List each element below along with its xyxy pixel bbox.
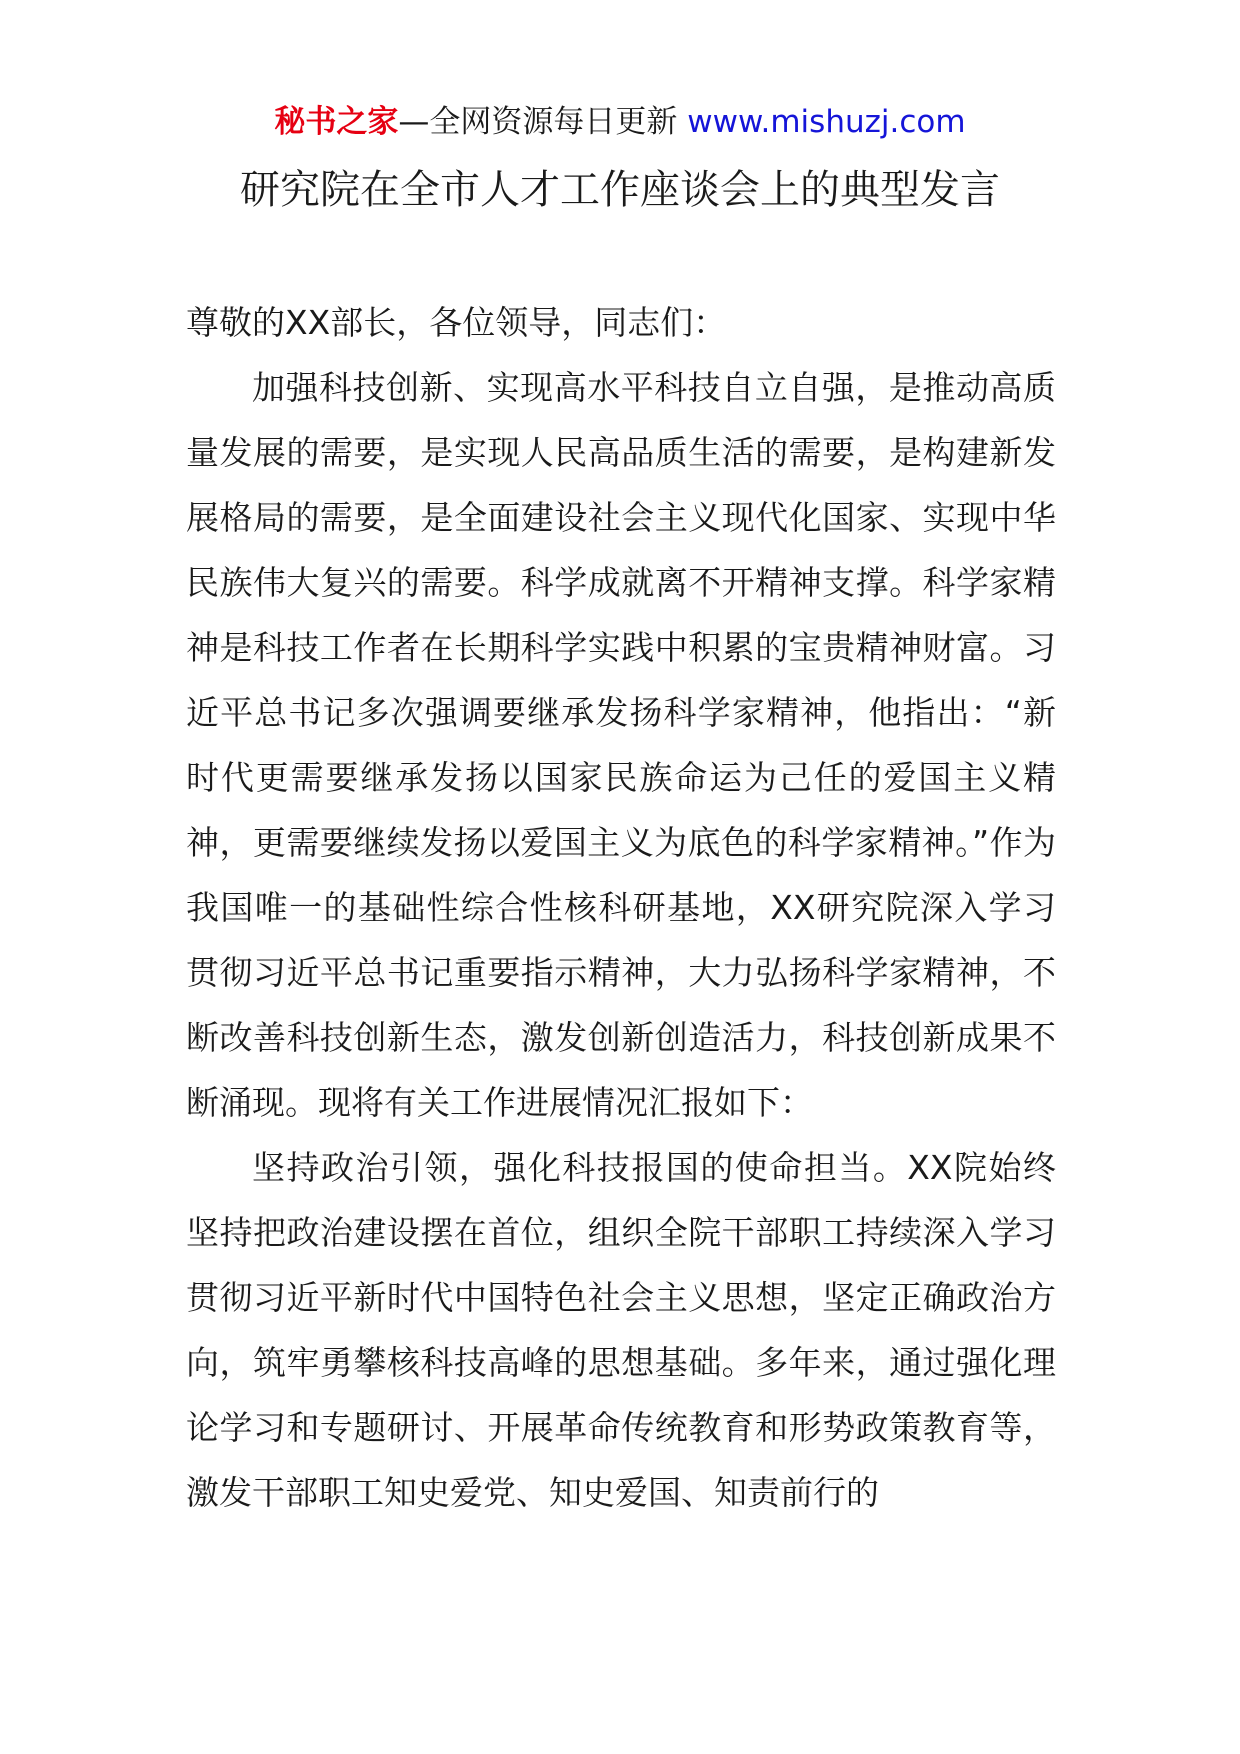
site-url-link[interactable]: www.mishuzj.com	[687, 104, 966, 140]
paragraph-intro: 加强科技创新、实现高水平科技自立自强，是推动高质量发展的需要，是实现人民高品质生活的需要，是构建新发展格局的需要，是全面建设社会主义现代化国家、实现中华民族伟大复兴的需要。科学成就离不开精神支撑。科学家精神是科技工作者在长期科学实践中积累的宝贵精神财富。习近平总书记多次强调要继承发扬科学家精神，他指出：“新时代更需要继承发扬以国家民族命运为己任的爱国主义精神，更需要继续发扬以爱国主义为底色的科学家精神。”作为我国唯一的基础性综合性核科研基地，XX研究院深入学习贯彻习近平总书记重要指示精神，大力弘扬科学家精神，不断改善科技创新生态，激发创新创造活力，科技创新成果不断涌现。现将有关工作进展情况汇报如下：	[186, 368, 1056, 1122]
document-title: 研究院在全市人才工作座谈会上的典型发言	[240, 167, 1000, 213]
page-header	[0, 100, 1240, 144]
salutation: 尊敬的XX部长，各位领导，同志们：	[186, 303, 727, 342]
header-tagline: —全网资源每日更新	[398, 104, 688, 140]
paragraph-political-guidance: 坚持政治引领，强化科技报国的使命担当。XX院始终坚持把政治建设摆在首位，组织全院干部职工持续深入学习贯彻习近平新时代中国特色社会主义思想，坚定正确政治方向，筑牢勇攀核科技高峰的思想基础。多年来，通过强化理论学习和专题研讨、开展革命传统教育和形势政策教育等，激发干部职工知史爱党、知史爱国、知责前行的	[186, 1148, 1056, 1512]
brand-name: 秘书之家	[274, 104, 399, 140]
document-body	[186, 290, 1056, 1525]
